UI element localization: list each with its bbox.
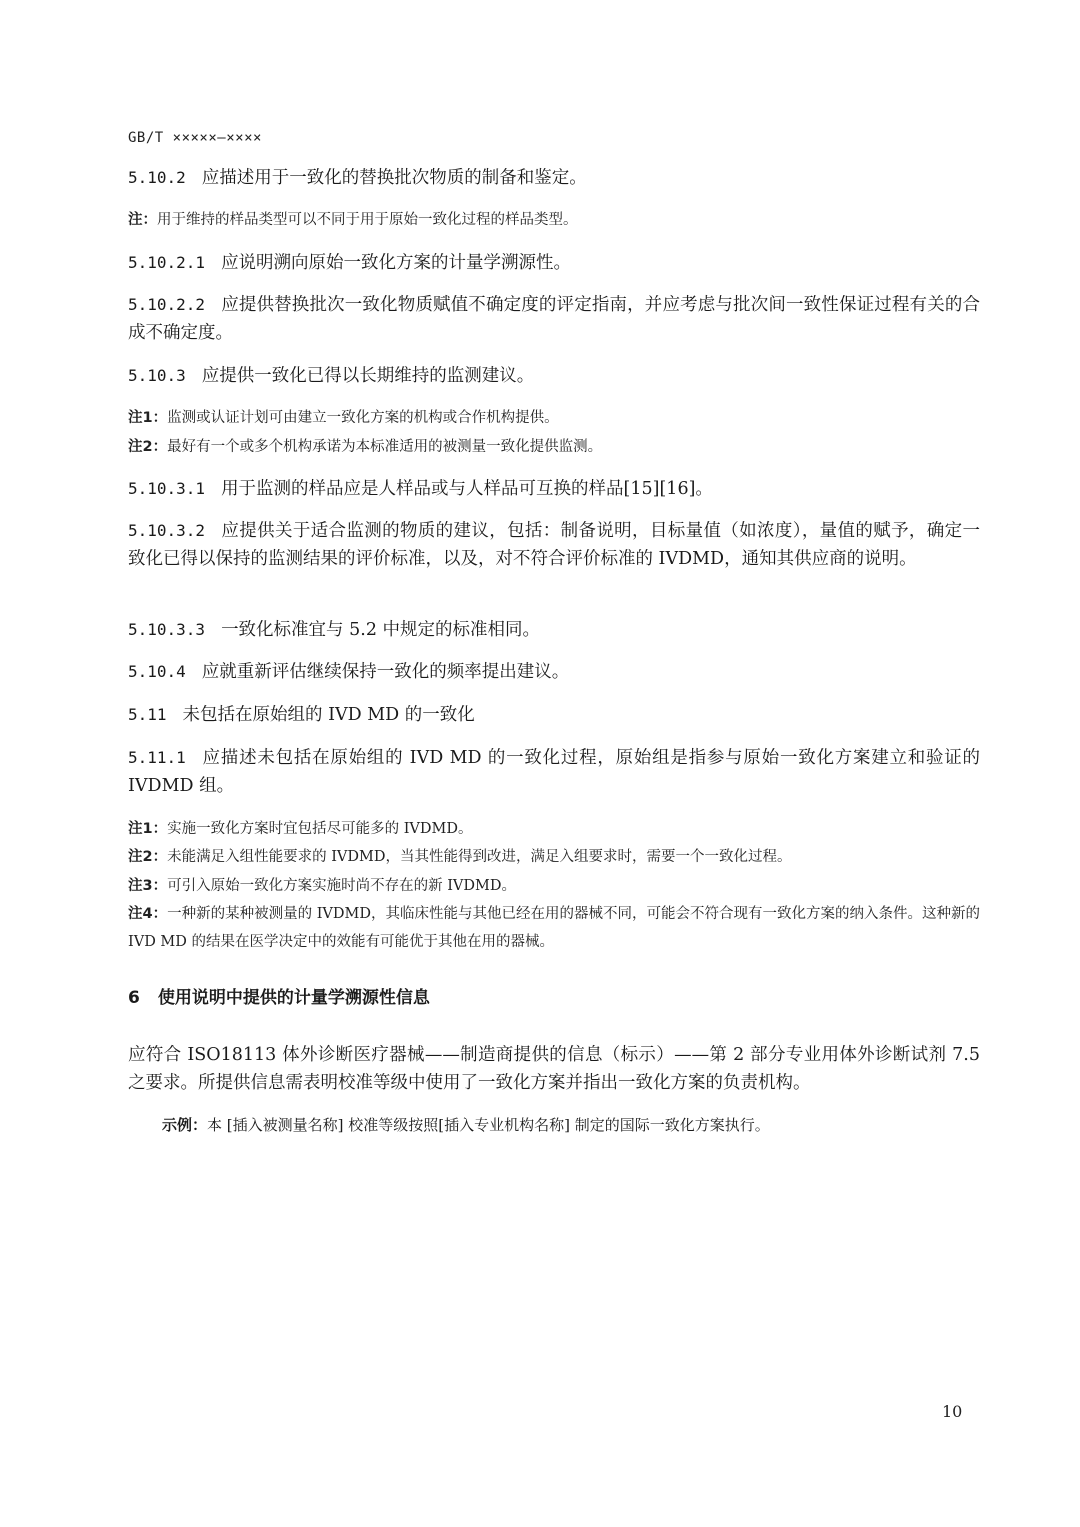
clause-text: 应提供关于适合监测的物质的建议，包括：制备说明，目标量值（如浓度），量值的赋予，确定一致化已得以保持的监测结果的评价标准，以及，对不符合评价标准的 IVDMD，通知其供应商的说明。 bbox=[128, 521, 980, 569]
example-label: 示例： bbox=[162, 1116, 208, 1134]
clause-number: 5.10.4 bbox=[128, 662, 186, 681]
note bbox=[128, 206, 980, 234]
note-text: 未能满足入组性能要求的 IVDMD，当其性能得到改进，满足入组要求时，需要一个一致化过程。 bbox=[167, 849, 792, 865]
clause-5-11-1 bbox=[128, 744, 980, 800]
note-label: 注： bbox=[128, 212, 157, 228]
clause-text: 应描述未包括在原始组的 IVD MD 的一致化过程，原始组是指参与原始一致化方案建立和验证的 IVDMD 组。 bbox=[128, 748, 980, 796]
clause-5-10-3-1 bbox=[128, 475, 980, 503]
clause-number: 5.11.1 bbox=[128, 748, 186, 767]
clause-5-11 bbox=[128, 701, 980, 729]
note-label: 注3： bbox=[128, 878, 168, 894]
section-body-text: 应符合 ISO18113 体外诊断医疗器械——制造商提供的信息（标示）——第 2 部分专业用体外诊断试剂 7.5 之要求。所提供信息需表明校准等级中使用了一致化方案并指出一致化方案的负责机构。 bbox=[128, 1045, 980, 1093]
clause-number: 5.10.2.2 bbox=[128, 295, 206, 314]
page-number: 10 bbox=[942, 1402, 963, 1421]
clause-number: 5.10.2 bbox=[128, 168, 186, 187]
clause-text: 应提供一致化已得以长期维持的监测建议。 bbox=[201, 366, 535, 386]
clause-number: 5.10.2.1 bbox=[128, 253, 206, 272]
example bbox=[162, 1111, 980, 1139]
clause-5-10-2-1 bbox=[128, 249, 980, 277]
note-text: 监测或认证计划可由建立一致化方案的机构或合作机构提供。 bbox=[167, 410, 559, 426]
clause-5-10-2-2 bbox=[128, 291, 980, 347]
standard-header: GB/T ×××××—×××× bbox=[128, 130, 262, 146]
note-text: 最好有一个或多个机构承诺为本标准适用的被测量一致化提供监测。 bbox=[167, 439, 603, 455]
clause-text: 用于监测的样品应是人样品或与人样品可互换的样品[15][16]。 bbox=[221, 479, 713, 499]
clause-number: 5.10.3.2 bbox=[128, 521, 206, 540]
section-6-heading bbox=[128, 984, 980, 1012]
clause-5-10-2 bbox=[128, 164, 980, 192]
clause-text: 应描述用于一致化的替换批次物质的制备和鉴定。 bbox=[201, 168, 587, 188]
note-text: 可引入原始一致化方案实施时尚不存在的新 IVDMD。 bbox=[167, 878, 516, 894]
section-6-body bbox=[128, 1041, 980, 1097]
note-text: 一种新的某种被测量的 IVDMD，其临床性能与其他已经在用的器械不同，可能会不符合现有一致化方案的纳入条件。这种新的 IVD MD 的结果在医学决定中的效能有可能优于其他在用的器械。 bbox=[128, 906, 980, 950]
clause-text: 一致化标准宜与 5.2 中规定的标准相同。 bbox=[221, 620, 541, 640]
clause-text: 应就重新评估继续保持一致化的频率提出建议。 bbox=[201, 662, 570, 682]
note bbox=[128, 815, 980, 843]
clause-text: 应提供替换批次一致化物质赋值不确定度的评定指南，并应考虑与批次间一致性保证过程有关的合成不确定度。 bbox=[128, 295, 980, 343]
note-label: 注1： bbox=[128, 821, 168, 837]
clause-number: 5.10.3.3 bbox=[128, 620, 206, 639]
note bbox=[128, 900, 980, 956]
note-label: 注1： bbox=[128, 410, 168, 426]
example-text: 本 [插入被测量名称] 校准等级按照[插入专业机构名称] 制定的国际一致化方案执行。 bbox=[207, 1116, 770, 1134]
note-label: 注2： bbox=[128, 849, 168, 865]
section-title: 使用说明中提供的计量学溯源性信息 bbox=[157, 988, 430, 1008]
clause-5-10-4 bbox=[128, 658, 980, 686]
note bbox=[128, 404, 980, 432]
note bbox=[128, 433, 980, 461]
note-label: 注2： bbox=[128, 439, 168, 455]
note bbox=[128, 872, 980, 900]
clause-number: 5.10.3.1 bbox=[128, 479, 206, 498]
section-number: 6 bbox=[128, 988, 140, 1008]
note-text: 用于维持的样品类型可以不同于用于原始一致化过程的样品类型。 bbox=[157, 212, 578, 228]
note bbox=[128, 843, 980, 871]
clause-5-10-3-2 bbox=[128, 517, 980, 573]
clause-5-10-3-3 bbox=[128, 616, 980, 644]
clause-number: 5.11 bbox=[128, 705, 167, 724]
note-label: 注4： bbox=[128, 906, 168, 922]
clause-heading: 未包括在原始组的 IVD MD 的一致化 bbox=[182, 705, 475, 725]
note-text: 实施一致化方案时宜包括尽可能多的 IVDMD。 bbox=[167, 821, 473, 837]
clause-text: 应说明溯向原始一致化方案的计量学溯源性。 bbox=[221, 253, 572, 273]
clause-number: 5.10.3 bbox=[128, 366, 186, 385]
clause-5-10-3 bbox=[128, 362, 980, 390]
